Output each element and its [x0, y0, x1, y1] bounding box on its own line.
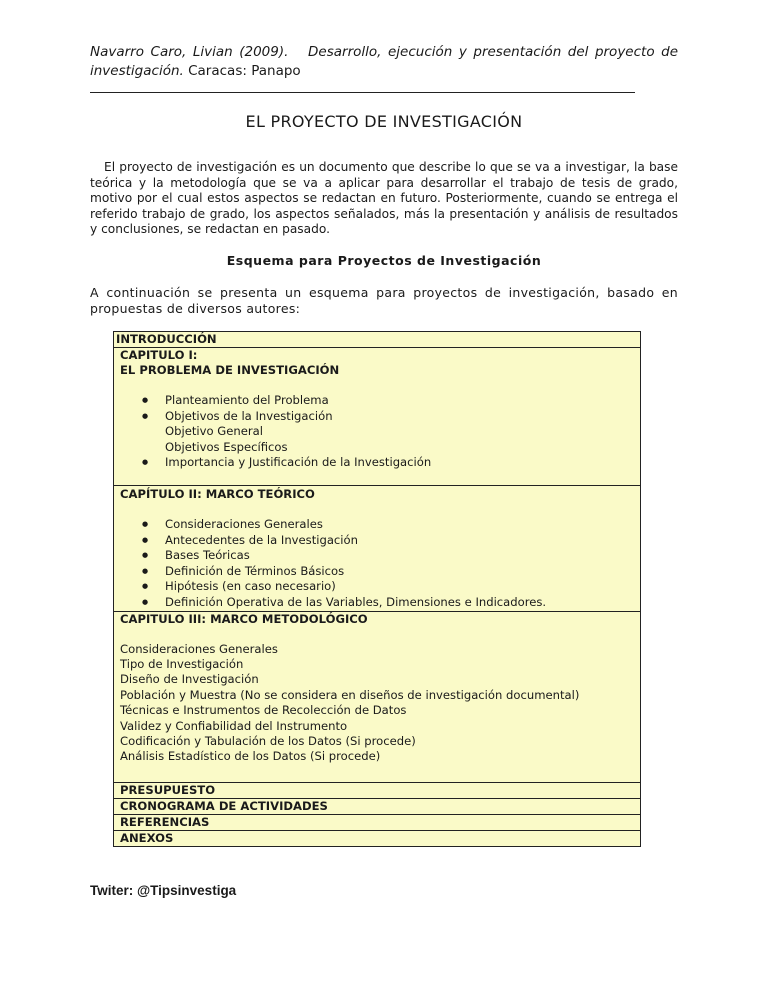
cap2-title: CAPÍTULO II: MARCO TEÓRICO [120, 486, 315, 501]
citation-author-year: Navarro Caro, Livian (2009). [90, 44, 289, 60]
list-item: Población y Muestra (No se considera en diseños de investigación documental) [120, 687, 580, 702]
scheme-row-referencias [114, 814, 640, 830]
list-item: ● Hipótesis (en caso necesario) [142, 579, 634, 595]
list-item: ● Objetivos de la Investigación [142, 409, 634, 425]
list-item: Análisis Estadístico de los Datos (Si procede) [120, 749, 381, 764]
list-item: Objetivo General [165, 424, 263, 439]
citation-divider [90, 92, 635, 93]
citation [90, 43, 678, 81]
intro-paragraph: El proyecto de investigación es un documento que describe lo que se va a investigar, la base teórica y la metodología que se va a aplicar para desarrollar el trabajo de tesis de grado, motivo por el cual estos aspectos se redactan en futuro. Posteriormente, cuando se entrega el referido trabajo de grado, los aspectos señalados, más la presentación y análisis de resultados y conclusiones, se redactan en pasado. [90, 160, 678, 237]
list-item: ● Bases Teóricas [142, 548, 634, 564]
list-item: Consideraciones Generales [120, 641, 278, 656]
lead-paragraph: A continuación se presenta un esquema para proyectos de investigación, basado en propuestas de diversos autores: [90, 285, 678, 316]
list-item: Tipo de Investigación [120, 656, 244, 671]
referencias-heading: REFERENCIAS [120, 814, 210, 829]
cap1-list [120, 393, 634, 471]
schema-title: Esquema para Proyectos de Investigación [226, 253, 542, 268]
list-item: ● Planteamiento del Problema [142, 393, 634, 409]
scheme-row-capitulo-2 [114, 485, 640, 611]
list-item: Diseño de Investigación [120, 672, 259, 687]
list-item: ● Antecedentes de la Investigación [142, 533, 634, 549]
anexos-heading: ANEXOS [120, 830, 174, 845]
twitter-handle: Twiter: @Tipsinvestiga [90, 883, 237, 898]
list-item: ● Importancia y Justificación de la Investigación [142, 455, 634, 471]
list-item: Validez y Confiabilidad del Instrumento [120, 718, 348, 733]
cap2-list [120, 517, 634, 611]
list-item: ● Definición Operativa de las Variables, Dimensiones e Indicadores. [142, 595, 634, 611]
scheme-row-capitulo-3 [114, 611, 640, 782]
list-item: Codificación y Tabulación de los Datos (Si procede) [120, 733, 416, 748]
scheme-row-introduccion [114, 332, 640, 347]
citation-place-publisher: Caracas: Panapo [188, 63, 301, 79]
cap3-list [120, 642, 634, 765]
scheme-row-capitulo-1 [114, 347, 640, 485]
scheme-row-cronograma [114, 798, 640, 814]
scheme-row-presupuesto [114, 782, 640, 798]
cap1-title: EL PROBLEMA DE INVESTIGACIÓN [120, 363, 340, 377]
list-item: Objetivos Específicos [165, 439, 288, 454]
citation-title: Desarrollo, ejecución y presentación del proyecto de investigación. [90, 44, 678, 79]
cronograma-heading: CRONOGRAMA DE ACTIVIDADES [120, 798, 328, 813]
cap3-title: CAPITULO III: MARCO METODOLÓGICO [120, 611, 368, 626]
presupuesto-heading: PRESUPUESTO [120, 782, 216, 797]
page-title: EL PROYECTO DE INVESTIGACIÓN [245, 112, 523, 131]
list-item: ● Consideraciones Generales [142, 517, 634, 533]
scheme-table [113, 331, 641, 847]
list-item: ● Definición de Términos Básicos [142, 564, 634, 580]
scheme-row-anexos [114, 830, 640, 846]
introduccion-heading: INTRODUCCIÓN [116, 332, 217, 346]
list-item: Técnicas e Instrumentos de Recolección de Datos [120, 703, 407, 718]
cap1-label: CAPITULO I: [120, 348, 198, 362]
